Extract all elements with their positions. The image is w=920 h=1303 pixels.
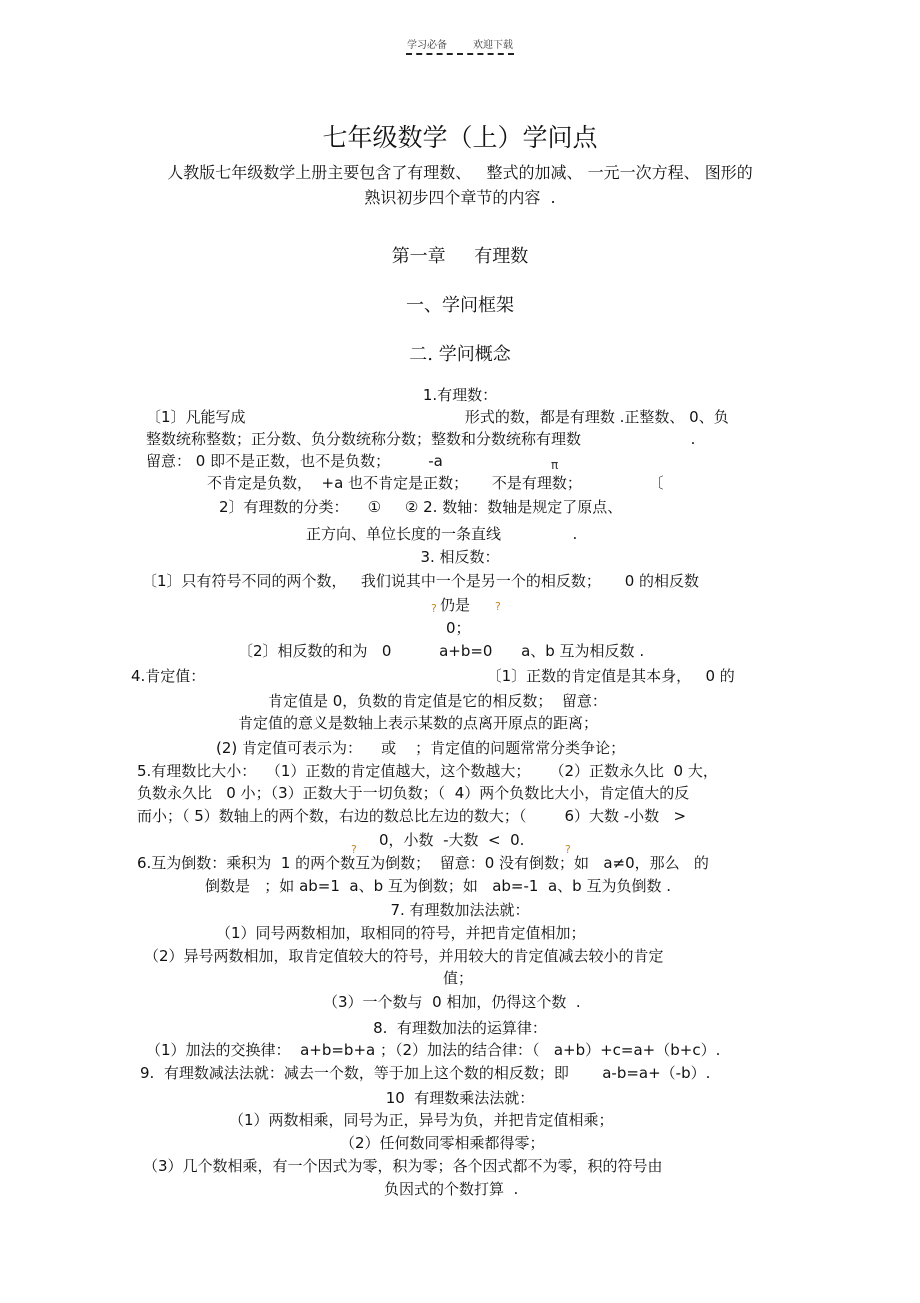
header-left-text: 学习必备 (407, 40, 447, 51)
text-line: 3. 相反数： (420, 548, 500, 566)
text-line: （2）异号两数相加，取肯定值较大的符号，并用较大的肯定值减去较小的肯定 (144, 947, 664, 965)
text-line: 负数永久比 0 小；（3）正数大于一切负数；（ 4）两个负数比大小，肯定值大的反 (137, 784, 690, 802)
missing-glyph-icon: ? (495, 600, 501, 613)
section-heading-concepts: 二. 学问概念 (409, 344, 511, 365)
text-line: 〔1〕凡能写成 形式的数，都是有理数 .正整数、 0、负 (146, 408, 729, 426)
text-line: 10 有理数乘法法就： (385, 1089, 535, 1107)
text-line: （3）一个数与 0 相加，仍得这个数 . (323, 993, 581, 1011)
missing-glyph-icon: ? (351, 843, 357, 856)
text-line: 值； (443, 969, 474, 987)
text-line: （2）任何数同零相乘都得零； (340, 1134, 545, 1152)
text-line: (2) 肯定值可表示为： 或 ；肯定值的问题常常分类争论； (216, 739, 626, 757)
text-line: 7. 有理数加法法就： (390, 901, 530, 919)
text-line: （1）两数相乘，同号为正，异号为负，并把肯定值相乘； (229, 1111, 614, 1129)
intro-line-2: 熟识初步四个章节的内容 . (364, 188, 556, 207)
text-line: （1）同号两数相加，取相同的符号，并把肯定值相加； (216, 924, 586, 942)
text-line: 〔2〕相反数的和为 0 a+b=0 a、b 互为相反数 . (238, 642, 645, 660)
missing-glyph-icon: ? (565, 843, 571, 856)
text-line: 0； (446, 619, 471, 637)
text-line: （1）加法的交换律： a+b=b+a ；（2）加法的结合律：（ a+b）+c=a+（b+c）. (146, 1041, 721, 1059)
text-line: 2〕有理数的分类： ① ② 2. 数轴：数轴是规定了原点、 (219, 498, 623, 516)
page-title: 七年级数学（上）学问点 (322, 123, 598, 152)
text-line: 整数统称整数；正分数、负分数统称分数；整数和分数统称有理数 . (146, 430, 696, 448)
text-line: 5.有理数比大小： （1）正数的肯定值越大，这个数越大； （2）正数永久比 0 大， (137, 762, 718, 780)
text-line: 倒数是 ；如 ab=1 a、b 互为倒数；如 ab=-1 a、b 互为负倒数 . (205, 877, 672, 895)
text-line: 负因式的个数打算 . (384, 1180, 519, 1198)
text-line: 不肯定是负数， +a 也不肯定是正数； 不是有理数； 〔 (207, 474, 664, 492)
text-line: 仍是 (440, 596, 471, 614)
text-line: 0，小数 -大数 < 0. (379, 831, 525, 849)
pi-symbol: π (551, 458, 559, 472)
text-line: 〔1〕只有符号不同的两个数， 我们说其中一个是另一个的相反数； 0 的相反数 (142, 572, 700, 590)
header-divider (406, 53, 514, 55)
text-line: 8. 有理数加法的运算律： (373, 1019, 547, 1037)
intro-line-1: 人教版七年级数学上册主要包含了有理数、 整式的加减、 一元一次方程、 图形的 (167, 163, 753, 182)
text-line: 留意： 0 即不是正数，也不是负数； -a (146, 452, 443, 470)
text-line: 肯定值是 0，负数的肯定值是它的相反数； 留意： (268, 692, 607, 710)
text-line: 肯定值的意义是数轴上表示某数的点离开原点的距离； (238, 714, 599, 732)
text-line: 6.互为倒数：乘积为 1 的两个数互为倒数； 留意：0 没有倒数；如 a≠0，那么 的 (137, 854, 709, 872)
page-header (0, 36, 920, 51)
text-line: 1.有理数： (422, 386, 498, 404)
text-line: 9. 有理数减法法就：减去一个数，等于加上这个数的相反数；即 a-b=a+（-b）. (140, 1064, 711, 1082)
text-line: 正方向、单位长度的一条直线 . (306, 525, 578, 543)
section-heading-framework: 一、学问框架 (406, 295, 514, 316)
header-right-text: 欢迎下载 (473, 40, 513, 51)
text-line: （3）几个数相乘，有一个因式为零，积为零；各个因式都不为零，积的符号由 (143, 1157, 663, 1175)
text-line: 而小；（ 5）数轴上的两个数，右边的数总比左边的数大；（ 6）大数 -小数 > (137, 807, 687, 825)
chapter-heading: 第一章 有理数 (391, 246, 529, 267)
text-line: 4.肯定值： 〔1〕正数的肯定值是其本身， 0 的 (131, 667, 735, 685)
missing-glyph-icon: ? (431, 602, 437, 615)
